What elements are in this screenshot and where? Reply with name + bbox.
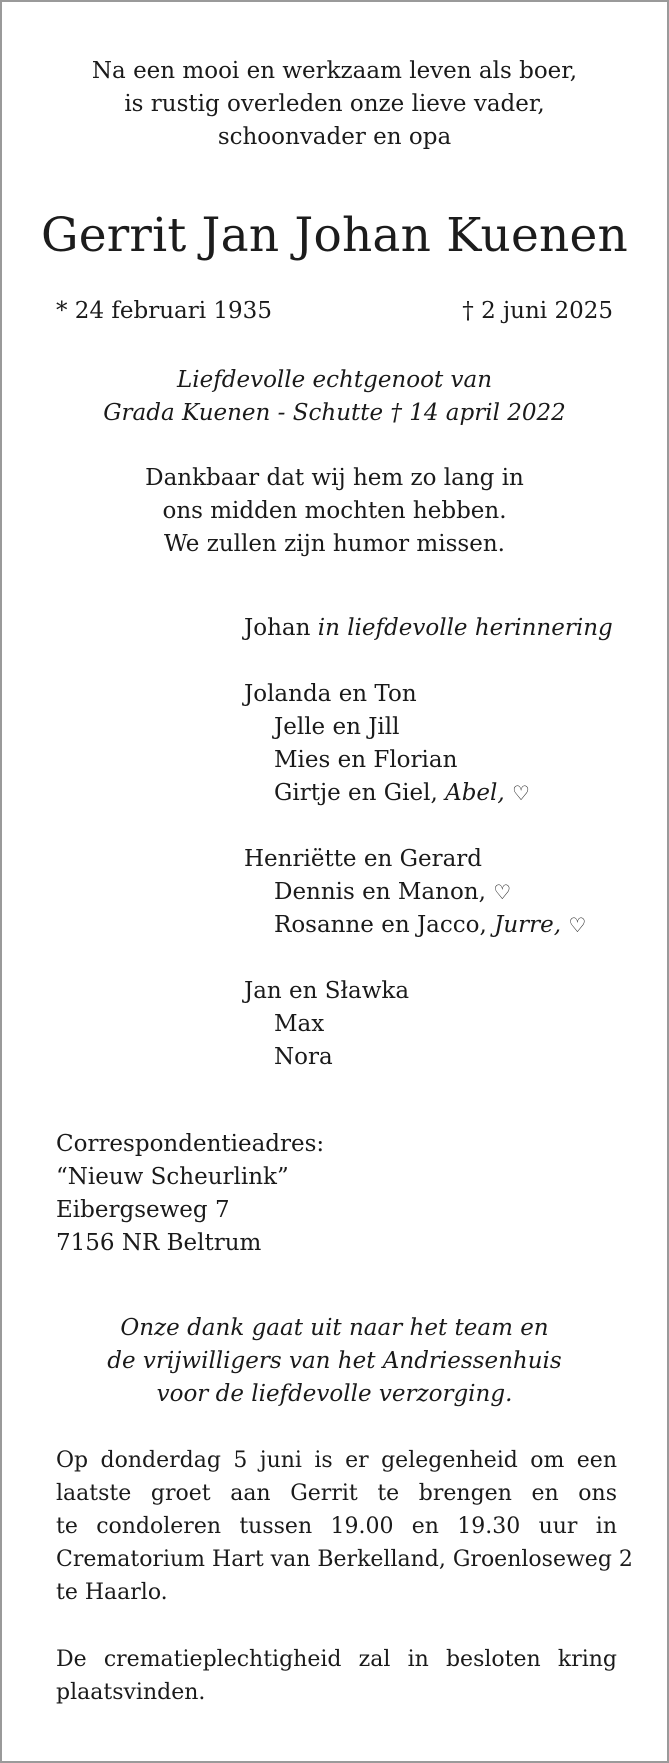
family-grandchild: Mies en Florian xyxy=(274,747,458,773)
heart-icon: ♡ xyxy=(493,880,512,904)
ceremony-line: plaatsvinden. xyxy=(56,1680,206,1705)
family-grandchild: Nora xyxy=(274,1044,333,1070)
thanks-line: de vrijwilligers van het Andriessenhuis xyxy=(107,1348,562,1374)
birth-date: * 24 februari 1935 xyxy=(56,298,272,324)
thanks-line: Onze dank gaat uit naar het team en xyxy=(120,1315,549,1341)
address-line: Eibergseweg 7 xyxy=(56,1197,230,1223)
family-grandchild xyxy=(244,876,613,909)
gratitude-text xyxy=(2,462,667,561)
gratitude-line: ons midden mochten hebben. xyxy=(162,498,507,524)
condolence-text xyxy=(56,1444,633,1609)
spouse-line: Liefdevolle echtgenoot van xyxy=(176,367,493,393)
family-johan xyxy=(244,612,613,645)
family-grandchild: Jelle en Jill xyxy=(274,714,400,740)
thanks-text xyxy=(2,1312,667,1411)
gratitude-line: Dankbaar dat wij hem zo lang in xyxy=(145,465,524,491)
intro-line: schoonvader en opa xyxy=(217,124,452,150)
correspondence-address xyxy=(56,1128,324,1260)
heart-icon: ♡ xyxy=(512,781,530,805)
intro-line: Na een mooi en werkzaam leven als boer, xyxy=(91,58,578,84)
family-member-name: Rosanne en Jacco, xyxy=(274,912,487,938)
great-grandchild: Jurre, xyxy=(494,912,562,938)
condolence-line: Op donderdag 5 juni is er gelegenheid om een xyxy=(56,1448,617,1473)
family-member-name: Johan xyxy=(244,615,311,641)
condolence-line: te condoleren tussen 19.00 en 19.30 uur in xyxy=(56,1514,617,1539)
address-line: 7156 NR Beltrum xyxy=(56,1230,262,1256)
family-group-head: Jolanda en Ton xyxy=(244,681,417,707)
address-line: “Nieuw Scheurlink” xyxy=(56,1164,289,1190)
intro-text xyxy=(2,55,667,154)
spouse-text xyxy=(2,364,667,430)
ceremony-text xyxy=(56,1643,617,1709)
family-member-note: in liefdevolle herinnering xyxy=(317,615,613,641)
address-line: Correspondentieadres: xyxy=(56,1131,325,1157)
condolence-line: Crematorium Hart van Berkelland, Groenloseweg 2 xyxy=(56,1547,633,1572)
family-grandchild: Max xyxy=(274,1011,325,1037)
great-grandchild: Abel, xyxy=(445,780,505,806)
heart-icon: ♡ xyxy=(568,913,587,937)
family-group-head: Jan en Sławka xyxy=(244,978,410,1004)
intro-line: is rustig overleden onze lieve vader, xyxy=(124,91,545,117)
family-member-name: Dennis en Manon, xyxy=(274,879,486,905)
spouse-line: Grada Kuenen - Schutte † 14 april 2022 xyxy=(103,400,566,426)
death-date: † 2 juni 2025 xyxy=(462,298,613,324)
family-group-head: Henriëtte en Gerard xyxy=(244,846,482,872)
gratitude-line: We zullen zijn humor missen. xyxy=(164,531,505,557)
family-grandchild xyxy=(244,909,613,942)
deceased-name: Gerrit Jan Johan Kuenen xyxy=(41,208,628,263)
family-member-name: Girtje en Giel, xyxy=(274,780,438,806)
ceremony-line: De crematieplechtigheid zal in besloten kring xyxy=(56,1647,617,1672)
thanks-line: voor de liefdevolle verzorging. xyxy=(156,1381,513,1407)
family-grandchild xyxy=(244,777,613,810)
condolence-line: laatste groet aan Gerrit te brengen en ons xyxy=(56,1481,617,1506)
family-list xyxy=(244,612,613,1074)
condolence-line: te Haarlo. xyxy=(56,1580,168,1605)
